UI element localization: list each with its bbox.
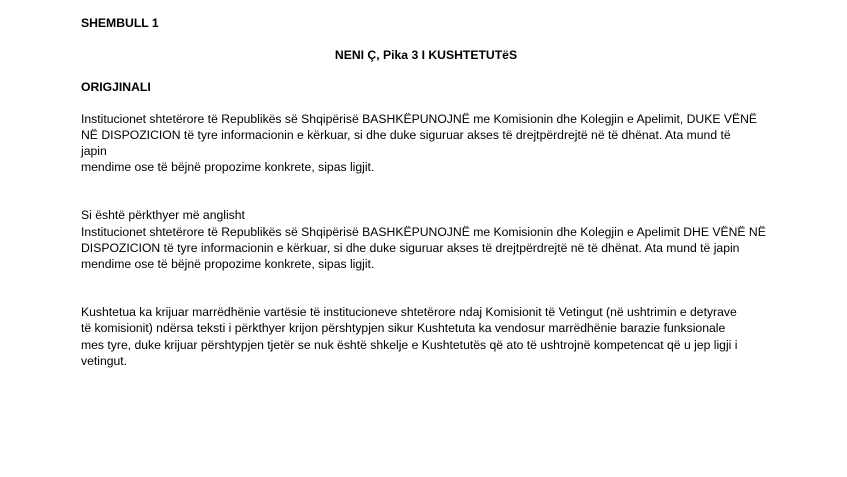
document-page <box>81 15 771 369</box>
commentary-paragraph <box>81 304 771 369</box>
original-line: Institucionet shtetërore të Republikës së Shqipërisë BASHKËPUNOJNË me Komisionin dhe Kolegjin e Apelimit, DUKE VËNË <box>81 111 758 126</box>
original-line: NË DISPOZICION të tyre informacionin e kërkuar, si dhe duke siguruar akses të drejtpërdrejtë në të dhënat. Ata mund të <box>81 127 731 142</box>
document-title: NENI Ç, Pika 3 I KUSHTETUTëS <box>334 48 518 63</box>
original-line: japin <box>81 144 107 159</box>
example-label: SHEMBULL 1 <box>81 16 159 30</box>
commentary-line: Kushtetua ka krijuar marrëdhënie vartësie të institucioneve shtetërore ndaj Komisionit të Vetingut (në ushtrimin e detyrave <box>81 305 737 320</box>
original-line: mendime ose të bëjnë propozime konkrete, sipas ligjit. <box>81 160 375 175</box>
translated-line: Institucionet shtetërore të Republikës së Shqipërisë BASHKËPUNOJNË me Komisionin dhe Kolegjin e Apelimit DHE VËNË NË <box>81 224 766 239</box>
translated-section <box>81 207 771 272</box>
commentary-line: mes tyre, duke krijuar përshtypjen tjetër se nuk është shkelje e Kushtetutës që ato të ushtrojnë kompetencat që u jep ligji i <box>81 337 738 352</box>
original-paragraph <box>81 111 771 176</box>
commentary-line: të komisionit) ndërsa teksti i përkthyer krijon përshtypjen sikur Kushtetuta ka vendosur marrëdhënie barazie funksionale <box>81 321 726 336</box>
translated-line: mendime ose të bëjnë propozime konkrete, sipas ligjit. <box>81 257 375 272</box>
translated-line: DISPOZICION të tyre informacionin e kërkuar, si dhe duke siguruar akses të drejtpërdrejtë në të dhënat. Ata mund të japin <box>81 240 740 255</box>
original-heading: ORIGJINALI <box>81 80 151 95</box>
translated-heading: Si është përkthyer më anglisht <box>81 208 245 223</box>
commentary-line: vetingut. <box>81 353 128 368</box>
